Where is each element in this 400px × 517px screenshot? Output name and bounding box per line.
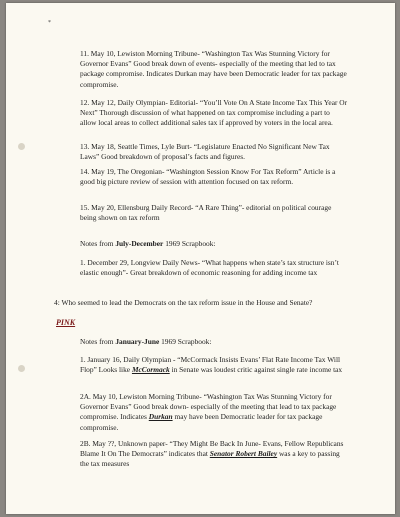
notes-heading-period: July-December — [115, 239, 164, 248]
item-text: in Senate was loudest critic against single rate income tax — [169, 365, 343, 375]
note-item-15: 15. May 20, Ellensburg Daily Record- “A Rare Thing”- editorial on political courage being shown on tax reform — [80, 203, 332, 223]
notes-heading-jul-dec — [80, 239, 348, 249]
item-text: 2B. May ??, Unknown paper- “They Might Be Back In June- Evans, Fellow Republicans Blame It On The Democrats” indicates that — [80, 439, 344, 459]
question-4: 4: Who seemed to lead the Democrats on the tax reform issue in the House and Senate? — [54, 298, 313, 307]
note-item-2b — [80, 439, 348, 470]
item-text: 1. January 16, Daily Olympian - “McCormack Insists Evans’ Flat Rate Income Tax Will Flop” Looks like — [80, 355, 341, 375]
highlighted-name: Durkan — [148, 412, 173, 422]
item-text: was a key to passing the tax measures — [80, 449, 340, 469]
highlighted-name: McCormack — [131, 365, 170, 375]
notes-heading-jan-jun — [80, 337, 348, 347]
note-item-dec29: 1. December 29, Longview Daily News- “What happens when state’s tax structure isn’t elastic enough”- Great breakdown of economic reasoning for adding income tax — [80, 258, 339, 278]
punch-hole-mark — [18, 143, 25, 150]
note-item-12: 12. May 12, Daily Olympian- Editorial- “You’ll Vote On A State Income Tax This Year Or Next” Thorough discussion of what happened on tax compromise including a part to allow local areas to collect additional sales tax if approved by voters in the local area. — [80, 98, 348, 128]
notes-heading-suffix: 1969 Scrapbook: — [163, 239, 216, 248]
notes-heading-prefix: Notes from — [80, 239, 116, 248]
notes-heading-suffix: 1969 Scrapbook: — [159, 337, 212, 346]
notes-heading-prefix: Notes from — [80, 337, 116, 346]
note-item-14: 14. May 19, The Oregonian- “Washington Session Know For Tax Reform” Article is a good big picture review of session with attention focused on tax reform. — [80, 167, 336, 187]
note-item-11: 11. May 10, Lewiston Morning Tribune- “Washington Tax Was Stunning Victory for Governor Evans” Good break down of events- especially of the meeting that led to tax package compromise. Indicates Durkan may have been Democratic leader for tax package compromise. — [80, 49, 347, 89]
notes-heading-period: January-June — [115, 337, 160, 346]
item-text: 2A. May 10, Lewiston Morning Tribune- “Washington Tax Was Stunning Victory for Governor Evans” Good break down- especially of the meeting that lead to tax package compromise. Indicates — [80, 392, 337, 422]
punch-hole-mark — [18, 365, 25, 372]
highlighted-name: Senator Robert Bailey — [209, 449, 278, 459]
item-text: may have been Democratic leader for tax package compromise. — [80, 412, 323, 432]
document-page — [6, 3, 395, 514]
note-item-13: 13. May 18, Seattle Times, Lyle Burt- “Legislature Enacted No Significant New Tax Laws” Good breakdown of proposal’s facts and figures. — [80, 142, 330, 162]
note-item-2a — [80, 392, 348, 433]
section-label-pink: PINK — [56, 318, 76, 327]
note-item-1 — [80, 355, 348, 375]
page-mark: * — [48, 20, 51, 26]
